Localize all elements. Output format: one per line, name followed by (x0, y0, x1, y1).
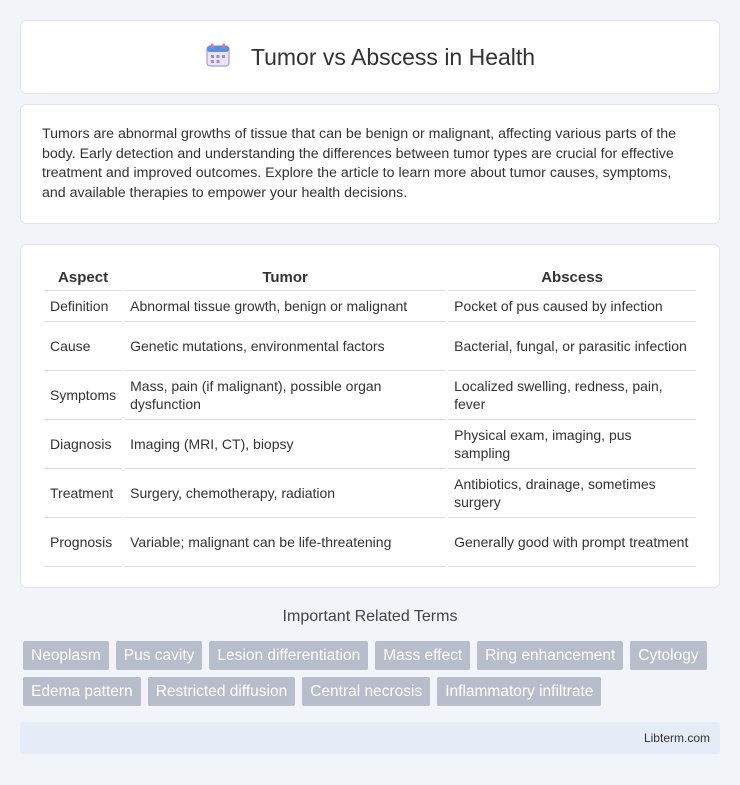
cell-abscess: Antibiotics, drainage, sometimes surgery (448, 469, 696, 518)
intro-card (20, 104, 720, 224)
term-tag[interactable]: Edema pattern (23, 677, 141, 706)
cell-aspect: Cause (44, 322, 122, 371)
term-tag[interactable]: Inflammatory infiltrate (437, 677, 601, 706)
cell-tumor: Genetic mutations, environmental factors (124, 322, 446, 371)
term-tag[interactable]: Mass effect (375, 641, 470, 670)
term-tag[interactable]: Pus cavity (116, 641, 203, 670)
table-row (44, 518, 696, 567)
table-row (44, 291, 696, 322)
related-terms-title: Important Related Terms (282, 608, 458, 625)
cell-abscess: Physical exam, imaging, pus sampling (448, 420, 696, 469)
footer-brand-link[interactable]: Libterm.com (643, 731, 710, 745)
comparison-table (42, 264, 698, 567)
cell-aspect: Definition (44, 291, 122, 322)
cell-abscess: Pocket of pus caused by infection (448, 291, 696, 322)
cell-tumor: Mass, pain (if malignant), possible organ dysfunction (124, 371, 446, 420)
cell-aspect: Treatment (44, 469, 122, 518)
term-tag[interactable]: Restricted diffusion (148, 677, 296, 706)
page-title: Tumor vs Abscess in Health (250, 43, 536, 70)
header-aspect: Aspect (44, 264, 122, 291)
calendar-icon (205, 42, 231, 73)
table-header-row (44, 264, 696, 291)
cell-abscess: Localized swelling, redness, pain, fever (448, 371, 696, 420)
comparison-table-card (20, 244, 720, 588)
table-row (44, 469, 696, 518)
cell-abscess: Generally good with prompt treatment (448, 518, 696, 567)
header-card (20, 20, 720, 94)
cell-tumor: Surgery, chemotherapy, radiation (124, 469, 446, 518)
cell-aspect: Prognosis (44, 518, 122, 567)
table-row (44, 371, 696, 420)
table-row (44, 420, 696, 469)
related-terms-list (23, 641, 723, 706)
cell-tumor: Abnormal tissue growth, benign or malignant (124, 291, 446, 322)
intro-text: Tumors are abnormal growths of tissue that can be benign or malignant, affecting various parts of the body. Early detection and understanding the differences between tumor types are crucial for effective treatment and improved outcomes. Explore the article to learn more about tumor causes, symptoms, and available therapies to empower your health decisions. (42, 126, 677, 201)
header-abscess: Abscess (448, 264, 696, 291)
cell-tumor: Variable; malignant can be life-threatening (124, 518, 446, 567)
term-tag[interactable]: Cytology (630, 641, 706, 670)
term-tag[interactable]: Ring enhancement (477, 641, 623, 670)
cell-aspect: Symptoms (44, 371, 122, 420)
term-tag[interactable]: Neoplasm (23, 641, 109, 670)
term-tag[interactable]: Lesion differentiation (209, 641, 368, 670)
cell-tumor: Imaging (MRI, CT), biopsy (124, 420, 446, 469)
cell-abscess: Bacterial, fungal, or parasitic infection (448, 322, 696, 371)
cell-aspect: Diagnosis (44, 420, 122, 469)
footer (20, 722, 720, 754)
term-tag[interactable]: Central necrosis (302, 677, 430, 706)
table-row (44, 322, 696, 371)
header-tumor: Tumor (124, 264, 446, 291)
